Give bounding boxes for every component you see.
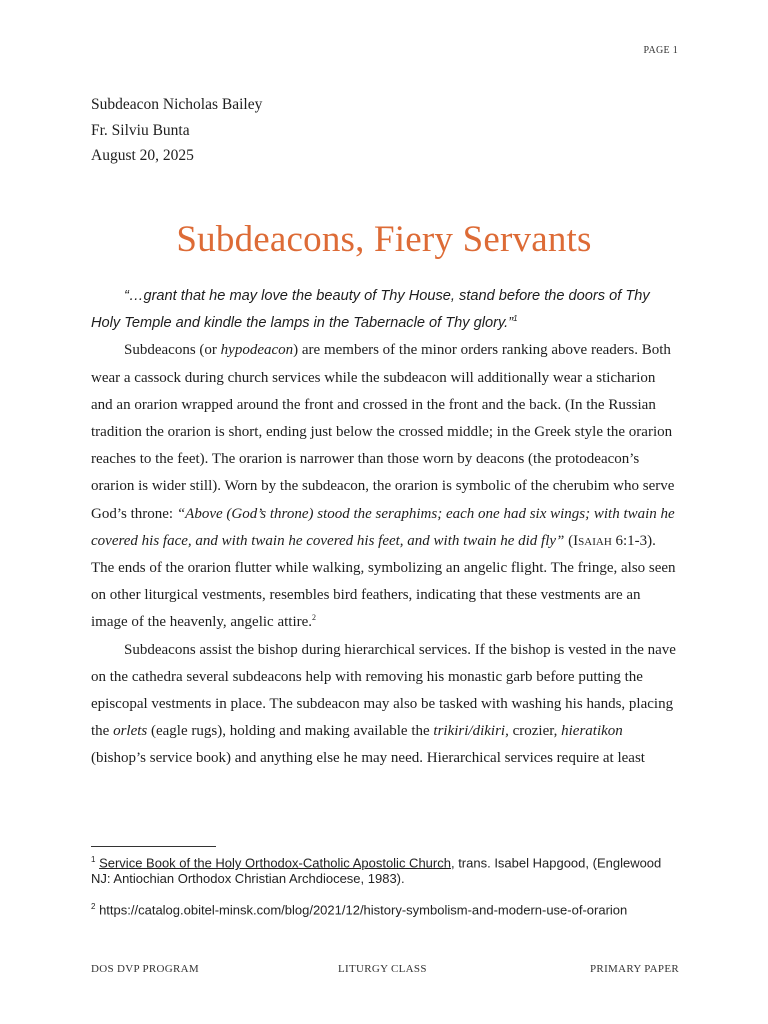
footnote-number: 1: [91, 855, 96, 864]
paragraph-text: Subdeacons (or: [124, 342, 221, 359]
paragraph-text: ) are members of the minor orders ranking above readers. Both wear a cassock during church services while the subdeacon will additionally wear a sticharion and an orarion wrapped around the front and crossed in the front and the back. (In the Russian tradition the orarion is short, ending just below the crossed middle; in the Greek style the orarion reaches to the feet). The orarion is narrower than those worn by deacons (the protodeacon’s orarion is wider still). Worn by the subdeacon, the orarion is symbolic of the cherubim who serve God’s throne:: [91, 342, 675, 522]
footnote-url[interactable]: https://catalog.obitel-minsk.com/blog/2021/12/history-symbolism-and-modern-use-of-orarion: [99, 902, 628, 918]
epigraph-text: “…grant that he may love the beauty of Thy House, stand before the doors of Thy Holy Temple and kindle the lamps in the Tabernacle of Thy glory.”: [91, 288, 650, 332]
footnotes: [91, 852, 681, 931]
paragraph-1: [91, 337, 679, 636]
body-text: [91, 283, 679, 773]
footnote-link[interactable]: Service Book of the Holy Orthodox-Catholic Apostolic Church: [99, 855, 451, 871]
document-header: [91, 92, 262, 169]
paragraph-text: (bishop’s service book) and anything else he may need. Hierarchical services require at least: [91, 750, 645, 767]
footnote-ref-1[interactable]: 1: [513, 314, 518, 324]
footnote-number: 2: [91, 902, 96, 912]
citation-ref: 6:1-3).: [611, 532, 656, 549]
footnote-2: [91, 899, 681, 918]
paragraph-text: , crozier,: [505, 723, 562, 740]
footer-right: PRIMARY PAPER: [590, 963, 679, 975]
term-orlets: orlets: [113, 723, 148, 740]
footnote-text: , trans. Isabel Hapgood, (Englewood NJ: Antiochian Orthodox Christian Archdiocese, 1983).: [91, 855, 662, 887]
footnote-divider: [91, 846, 216, 847]
paragraph-text: Subdeacons assist the bishop during hierarchical services. If the bishop is vested in the nave on the cathedra several subdeacons help with removing his monastic garb before putting the episcopal vestments in place. The subdeacon may also be tasked with washing his hands, placing the: [91, 641, 676, 740]
instructor-name: Fr. Silviu Bunta: [91, 121, 190, 139]
paragraph-2: [91, 637, 679, 773]
page-number: PAGE 1: [643, 45, 678, 56]
term-trikiri: trikiri/dikiri: [433, 723, 506, 740]
footer-left: DOS DVP PROGRAM: [91, 963, 200, 975]
scripture-quote: “Above (God’s throne) stood the seraphims; each one had six wings; with twain he covered his face, and with twain he covered his feet, and with twain he did fly”: [91, 505, 675, 549]
paragraph-text: The ends of the orarion flutter while walking, symbolizing an angelic flight. The fringe, also seen on other liturgical vestments, resembles bird feathers, indicating that these vestments are an image of the heavenly, angelic attire.: [91, 560, 676, 631]
epigraph: [91, 283, 679, 337]
document-date: August 20, 2025: [91, 147, 194, 164]
citation-open: (: [564, 532, 574, 549]
footnote-1: [91, 852, 681, 887]
footer-center: LITURGY CLASS: [338, 963, 427, 975]
paragraph-text: (eagle rugs), holding and making available the: [147, 723, 434, 740]
footnote-ref-2[interactable]: 2: [312, 613, 317, 623]
term-hieratikon: hieratikon: [561, 723, 623, 740]
citation-book: Isaiah: [573, 532, 612, 549]
term-hypodeacon: hypodeacon: [220, 342, 294, 359]
author-name: Subdeacon Nicholas Bailey: [91, 96, 263, 113]
document-title: Subdeacons, Fiery Servants: [176, 219, 592, 260]
